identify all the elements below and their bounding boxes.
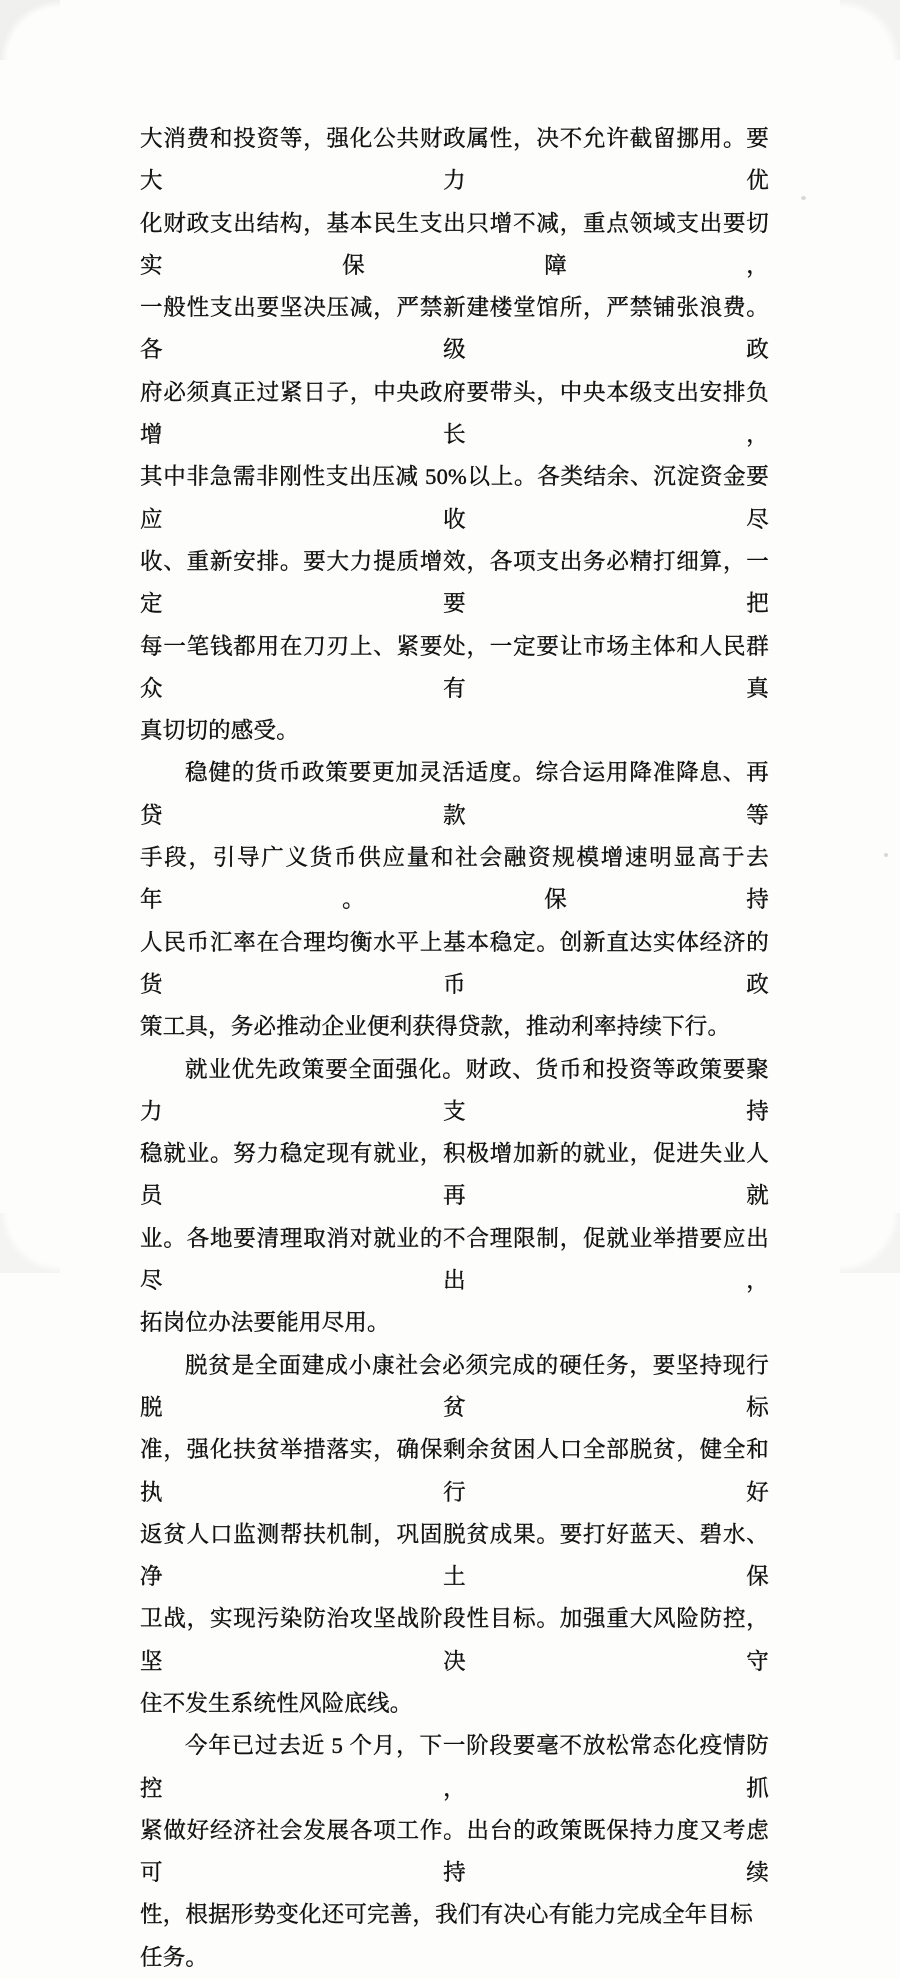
text-line: 拓岗位办法要能用尽用。 — [140, 1310, 390, 1336]
text-line: 就业优先政策要全面强化。财政、货币和投资等政策要聚力支持 — [140, 1056, 769, 1124]
text-line: 紧做好经济社会发展各项工作。出台的政策既保持力度又考虑可持续 — [140, 1817, 769, 1886]
text-line: 稳就业。努力稳定现有就业，积极增加新的就业，促进失业人员再就 — [140, 1141, 769, 1209]
text-line: 化财政支出结构，基本民生支出只增不减，重点领域支出要切实保障， — [140, 210, 769, 278]
scan-corner-shading — [0, 0, 60, 60]
paragraph-poverty-alleviation — [140, 1345, 769, 1726]
text-line: 真切切的感受。 — [140, 718, 299, 744]
text-line: 策工具，务必推动企业便利获得贷款，推动利率持续下行。 — [140, 1014, 731, 1040]
paragraph-fiscal-policy — [140, 118, 769, 752]
text-line: 准，强化扶贫举措落实，确保剩余贫困人口全部脱贫，健全和执行好 — [140, 1437, 769, 1505]
paragraph-employment-policy — [140, 1049, 769, 1345]
text-line: 稳健的货币政策要更加灵活适度。综合运用降准降息、再贷款等 — [140, 760, 769, 828]
text-line: 府必须真正过紧日子，中央政府要带头，中央本级支出安排负增长， — [140, 379, 769, 448]
text-line: 每一笔钱都用在刀刃上、紧要处，一定要让市场主体和人民群众有真 — [140, 633, 769, 701]
text-line: 大消费和投资等，强化公共财政属性，决不允许截留挪用。要大力优 — [140, 126, 769, 194]
paragraph-outlook — [140, 1725, 769, 1979]
text-line: 收、重新安排。要大力提质增效，各项支出务必精打细算，一定要把 — [140, 548, 769, 617]
text-line: 今年已过去近 5 个月，下一阶段要毫不放松常态化疫情防控，抓 — [140, 1733, 769, 1801]
scan-artifact-speck — [884, 853, 888, 857]
scan-artifact-speck — [801, 196, 806, 200]
text-line: 一般性支出要坚决压减，严禁新建楼堂馆所，严禁铺张浪费。各级政 — [140, 295, 769, 363]
paragraph-monetary-policy — [140, 752, 769, 1048]
text-line: 人民币汇率在合理均衡水平上基本稳定。创新直达实体经济的货币政 — [140, 929, 769, 997]
text-line: 手段，引导广义货币供应量和社会融资规模增速明显高于去年。保持 — [140, 845, 769, 913]
text-line: 业。各地要清理取消对就业的不合理限制，促就业举措要应出尽出， — [140, 1225, 769, 1294]
scan-corner-shading — [0, 1213, 60, 1273]
scan-corner-shading — [840, 1213, 900, 1273]
document-body — [140, 118, 769, 1979]
text-line: 返贫人口监测帮扶机制，巩固脱贫成果。要打好蓝天、碧水、净土保 — [140, 1521, 769, 1590]
text-line: 性，根据形势变化还可完善，我们有决心有能力完成全年目标任务。 — [140, 1902, 753, 1970]
text-line: 住不发生系统性风险底线。 — [140, 1690, 413, 1716]
text-line: 卫战，实现污染防治攻坚战阶段性目标。加强重大风险防控，坚决守 — [140, 1606, 769, 1674]
text-line: 脱贫是全面建成小康社会必须完成的硬任务，要坚持现行脱贫标 — [140, 1352, 769, 1420]
text-line: 其中非急需非刚性支出压减 50%以上。各类结余、沉淀资金要应收尽 — [140, 464, 769, 532]
scan-corner-shading — [840, 0, 900, 60]
